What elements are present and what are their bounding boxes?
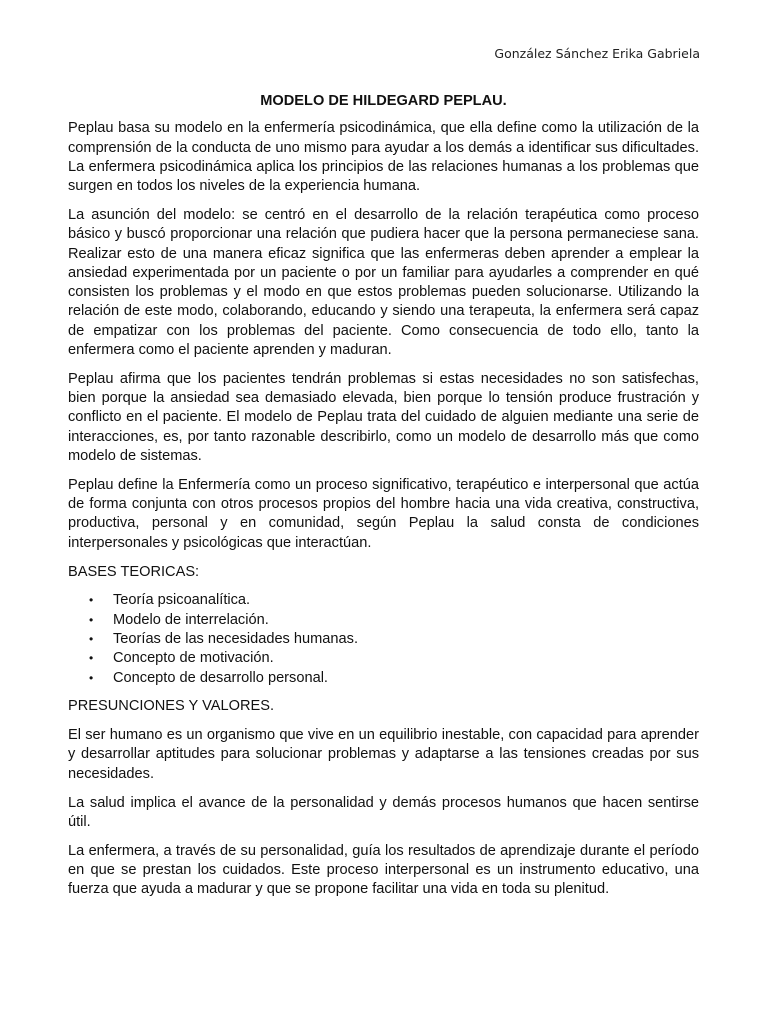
bullet-icon: • [89, 612, 94, 627]
bullet-icon: • [89, 670, 94, 685]
section-heading-presunciones: PRESUNCIONES Y VALORES. [68, 698, 275, 715]
list-item-text: Concepto de motivación. [113, 650, 274, 667]
list-item-text: Modelo de interrelación. [113, 611, 269, 628]
section-heading-bases: BASES TEORICAS: [68, 563, 200, 580]
document-body [68, 92, 699, 909]
bullet-icon: • [89, 631, 94, 646]
paragraph-presunciones-3: La enfermera, a través de su personalidad, guía los resultados de aprendizaje durante el período en que se prestan los cuidados. Este proceso interpersonal es un instrumento educativo, una fuerza que ayuda a madurar y que se propone facilitar una vida en toda su plenitud. [68, 842, 699, 898]
bullet-icon: • [89, 593, 94, 608]
paragraph-intro-4: Peplau define la Enfermería como un proceso significativo, terapéutico e interpersonal que actúa de forma conjunta con otros procesos propios del hombre hacia una vida creativa, constructiva, productiva, personal y en comunidad, según Peplau la salud consta de condiciones interpersonales y psicológicas que interactúan. [68, 476, 699, 551]
bullet-icon: • [89, 651, 94, 666]
paragraph-intro-2: La asunción del modelo: se centró en el desarrollo de la relación terapéutica como proceso básico y buscó proporcionar una relación que pudiera hacer que la persona permaneciese sana. Realizar esto de una manera eficaz significa que las enfermeras deben aprender a emplear la ansiedad experimentada por un paciente o por un familiar para ayudarles a comprender en qué consisten los problemas y el modo en que estos problemas pueden solucionarse. Utilizando la relación de este modo, colaborando, educando y siendo una terapeuta, la enfermera será capaz de empatizar con los problemas del paciente. Como consecuencia de todo ello, tanto la enfermera como el paciente aprenden y maduran. [68, 206, 699, 359]
list-item [68, 591, 699, 610]
author-header: González Sánchez Erika Gabriela [494, 46, 700, 61]
paragraph-presunciones-2: La salud implica el avance de la personalidad y demás procesos humanos que hacen sentirse útil. [68, 794, 699, 830]
paragraph-presunciones-1: El ser humano es un organismo que vive en un equilibrio inestable, con capacidad para aprender y desarrollar aptitudes para solucionar problemas y adaptarse a las tensiones creadas por sus necesidades. [68, 727, 699, 782]
list-item [68, 630, 699, 649]
list-item [68, 669, 699, 688]
document-title: MODELO DE HILDEGARD PEPLAU. [260, 93, 507, 109]
paragraph-intro-1: Peplau basa su modelo en la enfermería psicodinámica, que ella define como la utilización de la comprensión de la conducta de uno mismo para ayudar a los demás a identificar sus dificultades. La enfermera psicodinámica aplica los principios de las relaciones humanas a los problemas que surgen en todos los niveles de la experiencia humana. [68, 120, 699, 195]
list-item [68, 649, 699, 668]
list-item-text: Concepto de desarrollo personal. [113, 669, 328, 686]
paragraph-intro-3: Peplau afirma que los pacientes tendrán problemas si estas necesidades no son satisfechas, bien porque la ansiedad sea demasiado elevada, bien porque lo tensión produce frustración y conflicto en el paciente. El modelo de Peplau trata del cuidado de alguien mediante una serie de interacciones, es, por tanto razonable describirlo, como un modelo de desarrollo más que como modelo de sistemas. [68, 370, 699, 465]
list-item [68, 611, 699, 630]
list-item-text: Teorías de las necesidades humanas. [113, 630, 359, 647]
bases-list [68, 591, 699, 687]
list-item-text: Teoría psicoanalítica. [113, 592, 251, 609]
